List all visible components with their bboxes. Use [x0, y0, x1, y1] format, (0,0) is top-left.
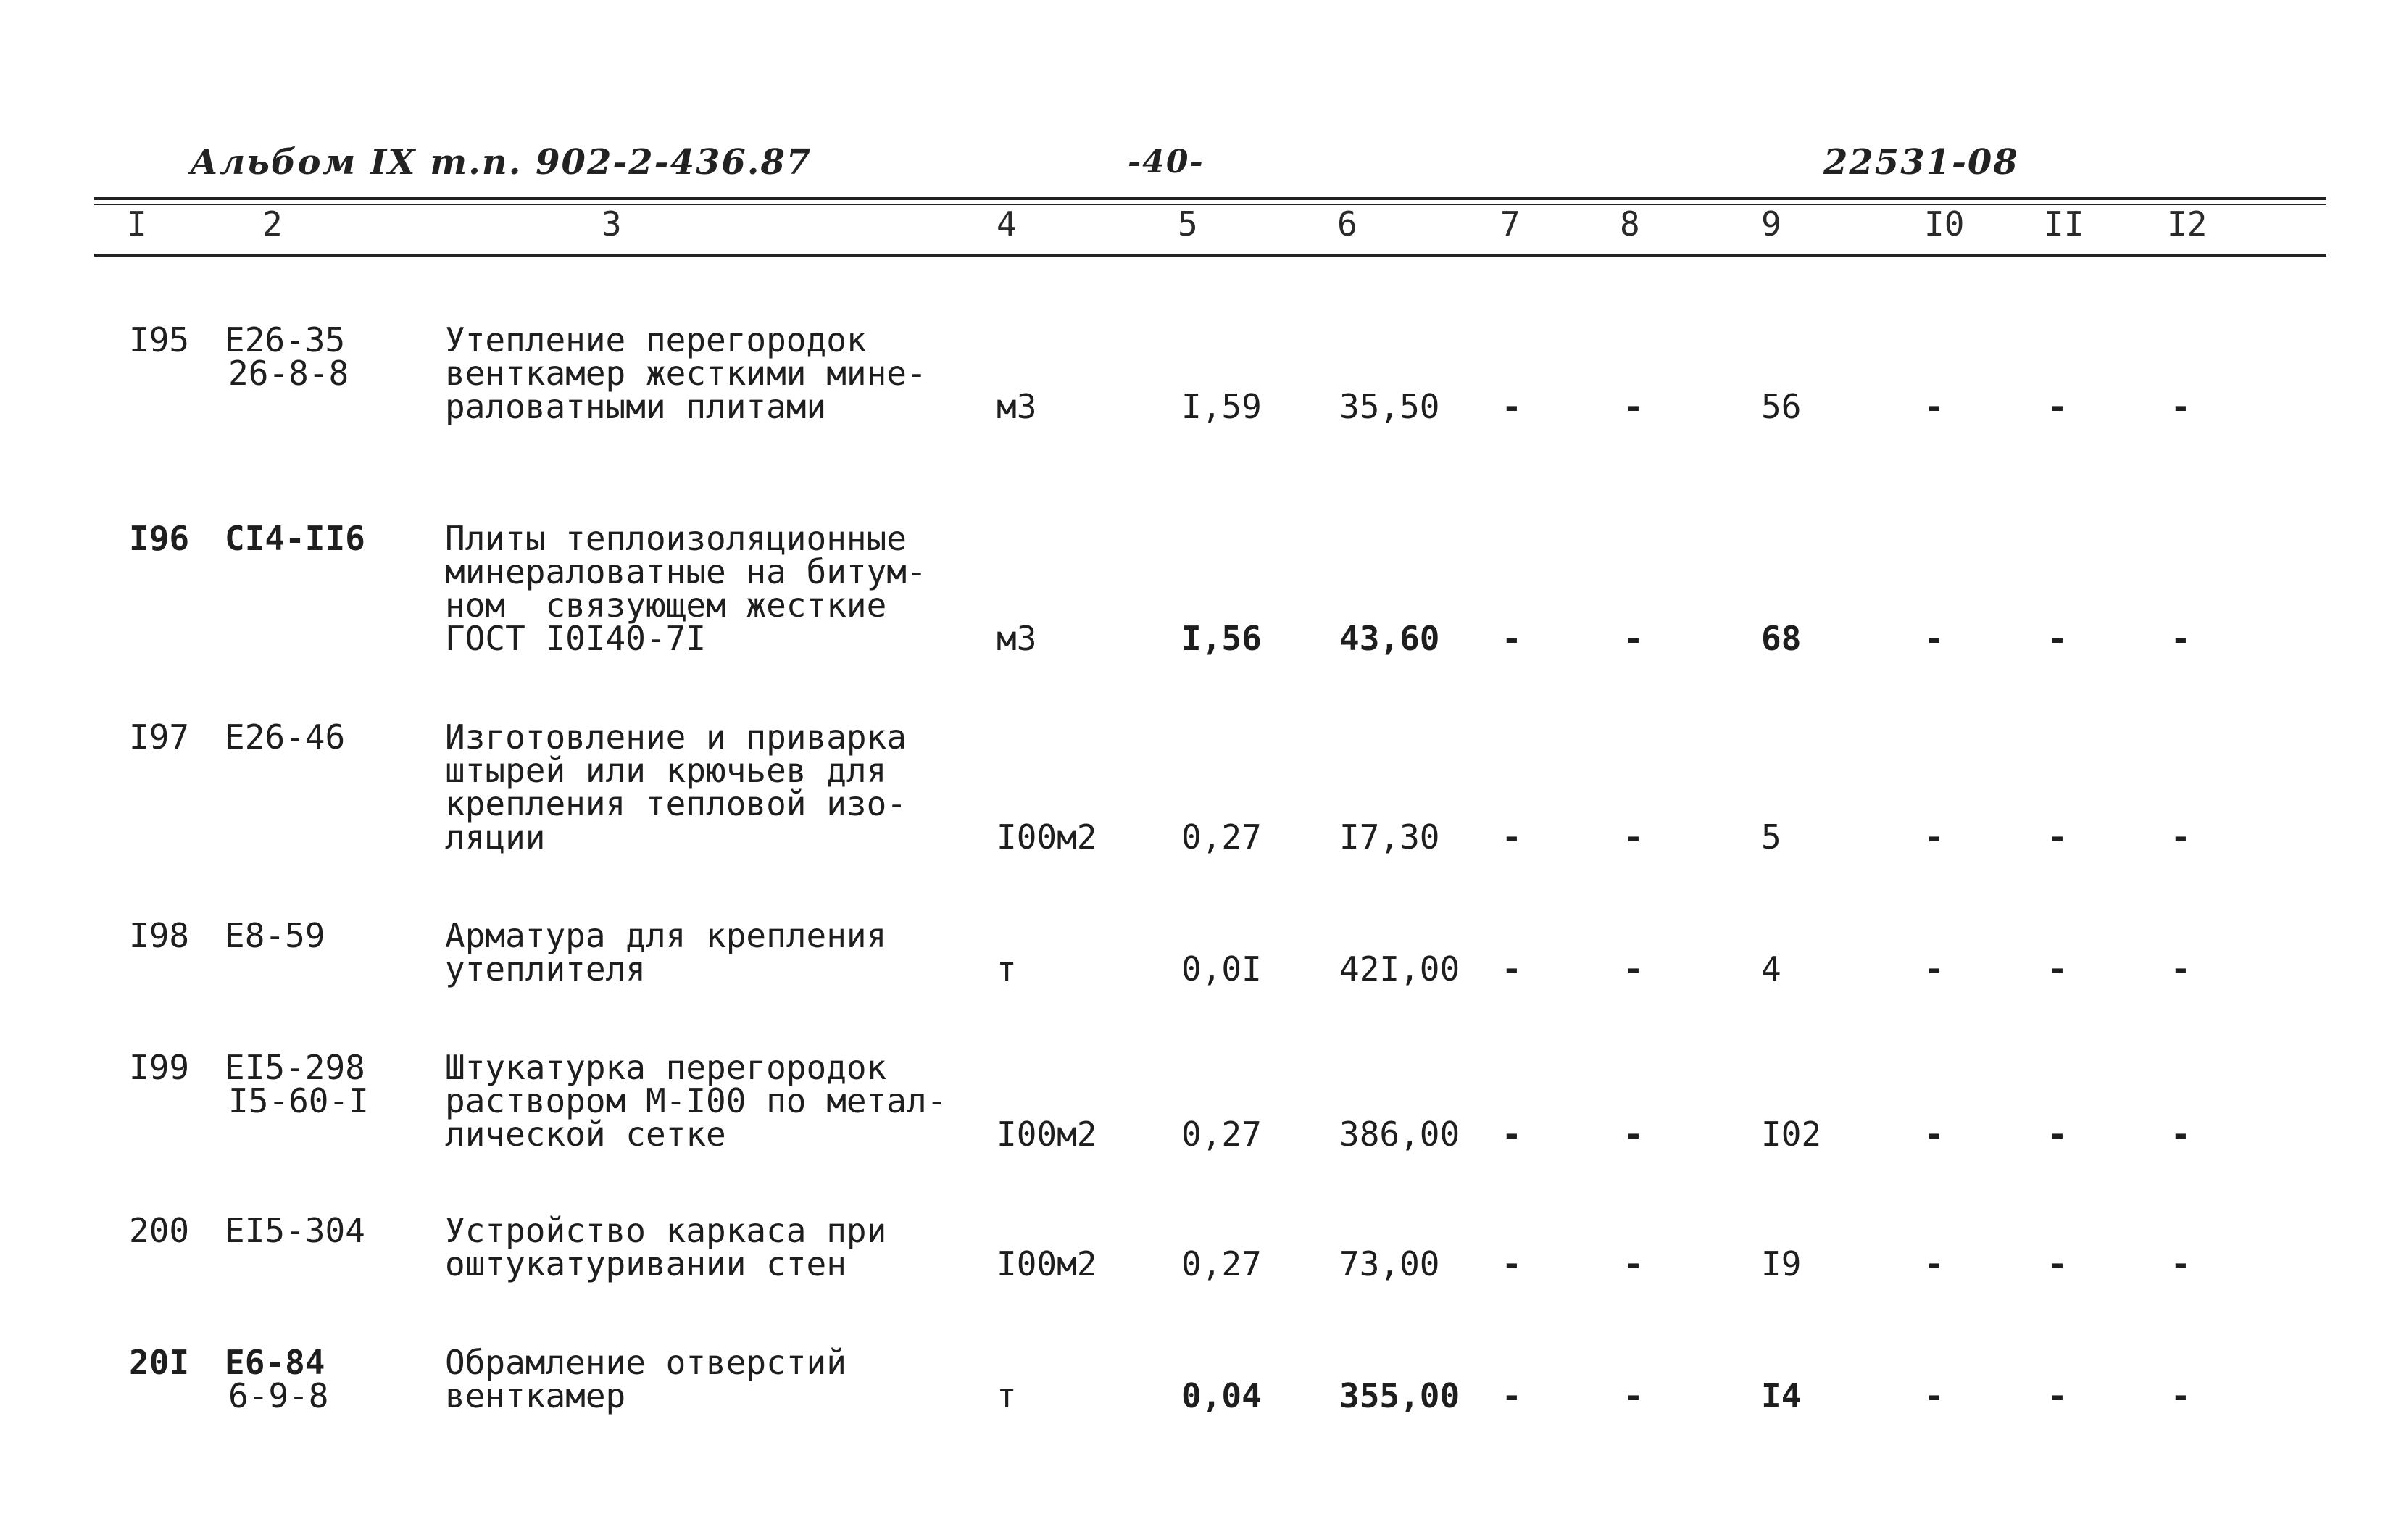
col7-dash: - [1502, 387, 1522, 426]
unit-price: 35,50 [1339, 387, 1440, 426]
col10-dash: - [1924, 1115, 1944, 1154]
table-row [0, 717, 2396, 857]
col12-dash: - [2171, 1115, 2191, 1154]
table-row [0, 1211, 2396, 1344]
quantity: 0,27 [1181, 1115, 1262, 1154]
page-number: -40- [1128, 143, 1205, 180]
column-header: 5 [1178, 204, 1198, 244]
work-description-line: крепления тепловой изо- [445, 784, 907, 823]
work-description-line: ляции [445, 817, 546, 857]
column-header: 3 [602, 204, 622, 244]
row-number: I95 [129, 320, 190, 359]
column-header: II [2044, 204, 2084, 244]
work-description-line: Устройство каркаса при [445, 1211, 887, 1250]
col11-dash: - [2047, 387, 2068, 426]
rate-code: 26-8-8 [228, 354, 349, 393]
col12-dash: - [2171, 1244, 2191, 1283]
unit-price: I7,30 [1339, 817, 1440, 857]
header-bottom-rule [94, 254, 2326, 257]
col9-value: I4 [1761, 1376, 1802, 1415]
col9-value: 5 [1761, 817, 1781, 857]
unit: т [997, 1376, 1017, 1415]
col10-dash: - [1924, 817, 1944, 857]
quantity: 0,0I [1181, 949, 1262, 988]
table-row [0, 320, 2396, 454]
col7-dash: - [1502, 817, 1522, 857]
work-description-line: Штукатурка перегородок [445, 1048, 887, 1087]
unit-price: 73,00 [1339, 1244, 1440, 1283]
quantity: 0,04 [1181, 1376, 1262, 1415]
work-description-line: ном связующем жесткие [445, 586, 887, 625]
col8-dash: - [1623, 387, 1644, 426]
document-code: 22531-08 [1823, 142, 2019, 183]
row-number: I98 [129, 916, 190, 955]
col7-dash: - [1502, 1376, 1522, 1415]
work-description-line: утеплителя [445, 949, 646, 988]
unit-price: 355,00 [1339, 1376, 1460, 1415]
col8-dash: - [1623, 817, 1644, 857]
work-description-line: ГОСТ I0I40-7I [445, 619, 707, 658]
col11-dash: - [2047, 949, 2068, 988]
column-header: 4 [997, 204, 1017, 244]
unit: I00м2 [997, 1115, 1097, 1154]
col12-dash: - [2171, 619, 2191, 658]
work-description-line: венткамер [445, 1376, 626, 1415]
column-header: 2 [262, 204, 283, 244]
quantity: 0,27 [1181, 817, 1262, 857]
work-description-line: Плиты теплоизоляционные [445, 519, 907, 558]
unit-price: 43,60 [1339, 619, 1440, 658]
col9-value: 68 [1761, 619, 1802, 658]
work-description-line: штырей или крючьев для [445, 751, 887, 790]
quantity: I,59 [1181, 387, 1262, 426]
rate-code: E26-46 [225, 717, 346, 757]
table-row [0, 519, 2396, 658]
unit: м3 [997, 387, 1037, 426]
col8-dash: - [1623, 1376, 1644, 1415]
work-description-line: Обрамление отверстий [445, 1343, 846, 1382]
quantity: 0,27 [1181, 1244, 1262, 1283]
col9-value: I02 [1761, 1115, 1822, 1154]
unit: т [997, 949, 1017, 988]
table-row [0, 916, 2396, 1049]
unit-price: 386,00 [1339, 1115, 1460, 1154]
quantity: I,56 [1181, 619, 1262, 658]
rate-code: CI4-II6 [225, 519, 365, 558]
column-header: 8 [1620, 204, 1640, 244]
row-number: I99 [129, 1048, 190, 1087]
rate-code: E26-35 [225, 320, 346, 359]
unit: I00м2 [997, 817, 1097, 857]
rate-code: 6-9-8 [228, 1376, 329, 1415]
row-number: 200 [129, 1211, 190, 1250]
table-row [0, 1343, 2396, 1476]
col12-dash: - [2171, 1376, 2191, 1415]
unit: м3 [997, 619, 1037, 658]
column-header: 6 [1337, 204, 1357, 244]
work-description-line: оштукатуривании стен [445, 1244, 846, 1283]
album-reference: Альбом IX т.п. 902-2-436.87 [190, 142, 812, 183]
col9-value: I9 [1761, 1244, 1802, 1283]
rate-code: EI5-304 [225, 1211, 365, 1250]
col12-dash: - [2171, 817, 2191, 857]
col10-dash: - [1924, 1244, 1944, 1283]
row-number: I96 [129, 519, 190, 558]
header-top-rule [94, 197, 2326, 200]
column-header: I [127, 204, 147, 244]
col11-dash: - [2047, 817, 2068, 857]
col10-dash: - [1924, 619, 1944, 658]
rate-code: E8-59 [225, 916, 325, 955]
col10-dash: - [1924, 1376, 1944, 1415]
work-description-line: Арматура для крепления [445, 916, 887, 955]
header-top-rule-thin [94, 204, 2326, 205]
work-description-line: минераловатные на битум- [445, 552, 927, 591]
col8-dash: - [1623, 1244, 1644, 1283]
col11-dash: - [2047, 1115, 2068, 1154]
col11-dash: - [2047, 1244, 2068, 1283]
work-description-line: Изготовление и приварка [445, 717, 907, 757]
col8-dash: - [1623, 1115, 1644, 1154]
rate-code: EI5-298 [225, 1048, 365, 1087]
row-number: 20I [129, 1343, 190, 1382]
row-number: I97 [129, 717, 190, 757]
rate-code: E6-84 [225, 1343, 325, 1382]
col9-value: 4 [1761, 949, 1781, 988]
column-header: I2 [2167, 204, 2208, 244]
col9-value: 56 [1761, 387, 1802, 426]
col10-dash: - [1924, 387, 1944, 426]
unit: I00м2 [997, 1244, 1097, 1283]
column-header: 7 [1500, 204, 1521, 244]
col8-dash: - [1623, 949, 1644, 988]
column-header: I0 [1924, 204, 1965, 244]
col7-dash: - [1502, 1244, 1522, 1283]
rate-code: I5-60-I [228, 1081, 369, 1120]
col12-dash: - [2171, 387, 2191, 426]
table-row [0, 1048, 2396, 1181]
col12-dash: - [2171, 949, 2191, 988]
col7-dash: - [1502, 949, 1522, 988]
col10-dash: - [1924, 949, 1944, 988]
col8-dash: - [1623, 619, 1644, 658]
col11-dash: - [2047, 619, 2068, 658]
work-description-line: раствором М-I00 по метал- [445, 1081, 947, 1120]
col11-dash: - [2047, 1376, 2068, 1415]
col7-dash: - [1502, 619, 1522, 658]
work-description-line: раловатными плитами [445, 387, 827, 426]
work-description-line: венткамер жесткими мине- [445, 354, 927, 393]
work-description-line: Утепление перегородок [445, 320, 867, 359]
unit-price: 42I,00 [1339, 949, 1460, 988]
column-header: 9 [1761, 204, 1781, 244]
work-description-line: лической сетке [445, 1115, 726, 1154]
col7-dash: - [1502, 1115, 1522, 1154]
